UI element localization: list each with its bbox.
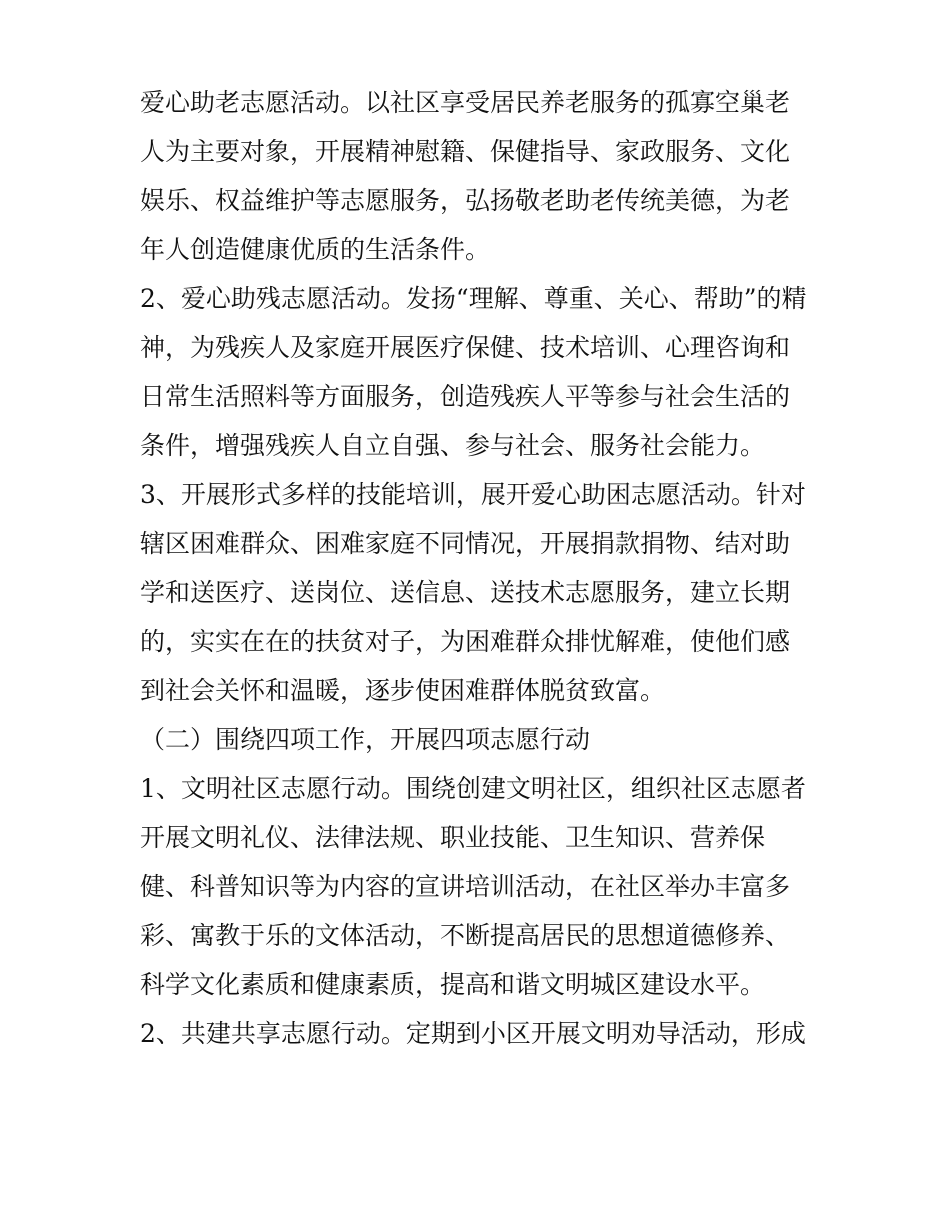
- paragraph-disability-care: 2、爱心助残志愿活动。发扬“理解、尊重、关心、帮助”的精神，为残疾人及家庭开展医疗保健、技术培训、心理咨询和日常生活照料等方面服务，创造残疾人平等参与社会生活的条件，增强残疾人自立自强、参与社会、服务社会能力。: [140, 284, 807, 460]
- document-body: [140, 78, 812, 1058]
- paragraph-poverty-relief: 3、开展形式多样的技能培训，展开爱心助困志愿活动。针对辖区困难群众、困难家庭不同情况，开展捐款捐物、结对助学和送医疗、送岗位、送信息、送技术志愿服务，建立长期的，实实在在的扶贫对子，为困难群众排忧解难，使他们感到社会关怀和温暖，逐步使困难群体脱贫致富。: [140, 480, 806, 705]
- paragraph-elder-care: 爱心助老志愿活动。以社区享受居民养老服务的孤寡空巢老人为主要对象，开展精神慰籍、保健指导、家政服务、文化娱乐、权益维护等志愿服务，弘扬敬老助老传统美德，为老年人创造健康优质的生活条件。: [140, 88, 791, 264]
- section-heading: （二）围绕四项工作，开展四项志愿行动: [140, 725, 591, 754]
- paragraph-shared-building: 2、共建共享志愿行动。定期到小区开展文明劝导活动，形成: [140, 1019, 806, 1048]
- paragraph-civilized-community: 1、文明社区志愿行动。围绕创建文明社区，组织社区志愿者开展文明礼仪、法律法规、职业技能、卫生知识、营养保健、科普知识等为内容的宣讲培训活动，在社区举办丰富多彩、寓教于乐的文体活动，不断提高居民的思想道德修养、科学文化素质和健康素质，提高和谐文明城区建设水平。: [140, 774, 806, 999]
